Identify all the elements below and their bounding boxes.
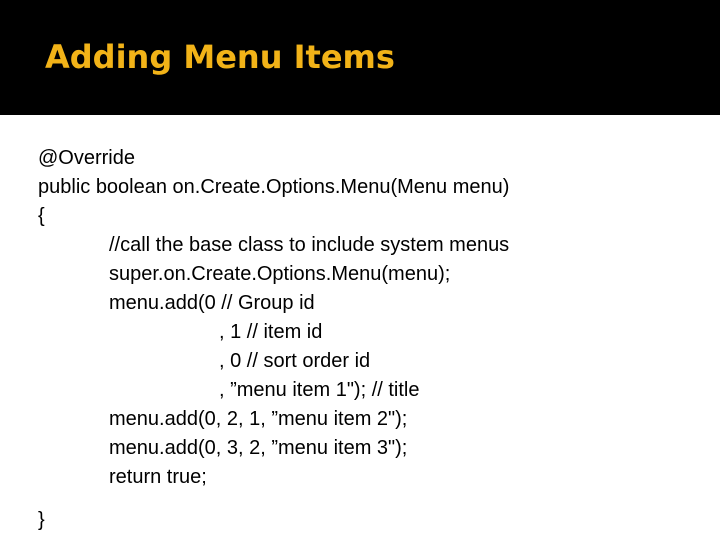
code-line: public boolean on.Create.Options.Menu(Menu menu): [38, 176, 510, 198]
code-line: menu.add(0 // Group id: [109, 292, 315, 314]
slide-title: Adding Menu Items: [45, 38, 395, 76]
code-line: }: [38, 509, 45, 531]
code-line: return true;: [109, 466, 207, 488]
code-line: //call the base class to include system menus: [109, 234, 510, 256]
code-line: , 0 // sort order id: [219, 350, 371, 372]
code-line: menu.add(0, 2, 1, ”menu item 2");: [109, 408, 408, 430]
code-line: super.on.Create.Options.Menu(menu);: [109, 263, 451, 285]
code-line: , 1 // item id: [219, 321, 323, 343]
code-line: menu.add(0, 3, 2, ”menu item 3");: [109, 437, 408, 459]
code-line: , ”menu item 1"); // title: [219, 379, 420, 401]
code-line: {: [38, 205, 45, 227]
code-line: @Override: [38, 147, 135, 169]
